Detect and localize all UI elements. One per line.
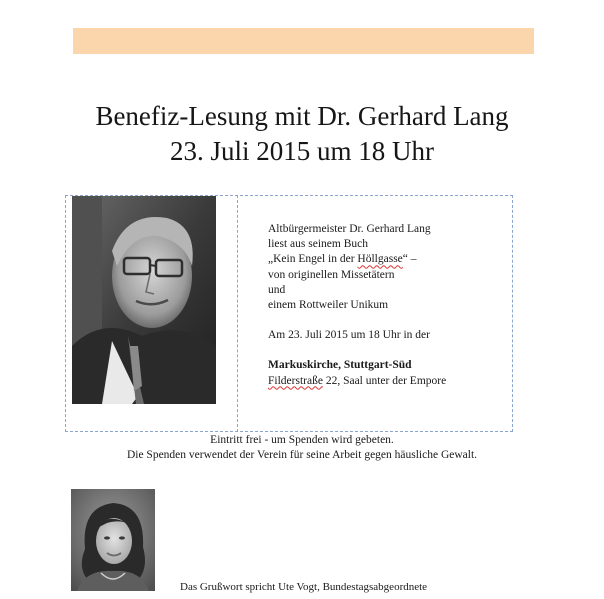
details-line-4: von originellen Missetätern bbox=[268, 268, 395, 281]
event-details bbox=[268, 222, 508, 389]
event-date-title: 23. Juli 2015 um 18 Uhr bbox=[169, 136, 434, 166]
donation-note: Die Spenden verwendet der Verein für seine Arbeit gegen häusliche Gewalt. bbox=[126, 449, 478, 461]
book-title-prefix: „Kein Engel in der bbox=[268, 253, 358, 266]
details-date-line: Am 23. Juli 2015 um 18 Uhr in der bbox=[268, 329, 430, 342]
details-line-book bbox=[268, 252, 508, 267]
entry-note: Eintritt frei - um Spenden wird gebeten. bbox=[210, 434, 394, 446]
details-line-5: und bbox=[268, 283, 286, 296]
event-title: Benefiz-Lesung mit Dr. Gerhard Lang bbox=[95, 101, 509, 131]
book-title-word: Höllgasse bbox=[357, 253, 403, 266]
details-line-speaker: Altbürgermeister Dr. Gerhard Lang bbox=[268, 223, 431, 235]
header-banner bbox=[73, 28, 534, 54]
portrait-ute-vogt bbox=[71, 489, 155, 591]
address-street: Filderstraße bbox=[268, 374, 323, 387]
details-venue: Markuskirche, Stuttgart-Süd bbox=[268, 359, 412, 372]
frame-divider bbox=[237, 195, 238, 432]
details-line-reads: liest aus seinem Buch bbox=[268, 238, 368, 251]
address-rest: 22, Saal unter der Empore bbox=[322, 374, 447, 387]
details-address bbox=[268, 374, 508, 389]
greeting-note: Das Grußwort spricht Ute Vogt, Bundestagsabgeordnete bbox=[180, 581, 428, 593]
portrait-gerhard-lang bbox=[72, 196, 216, 404]
details-line-6: einem Rottweiler Unikum bbox=[268, 299, 389, 312]
book-title-suffix: “ – bbox=[402, 253, 417, 266]
